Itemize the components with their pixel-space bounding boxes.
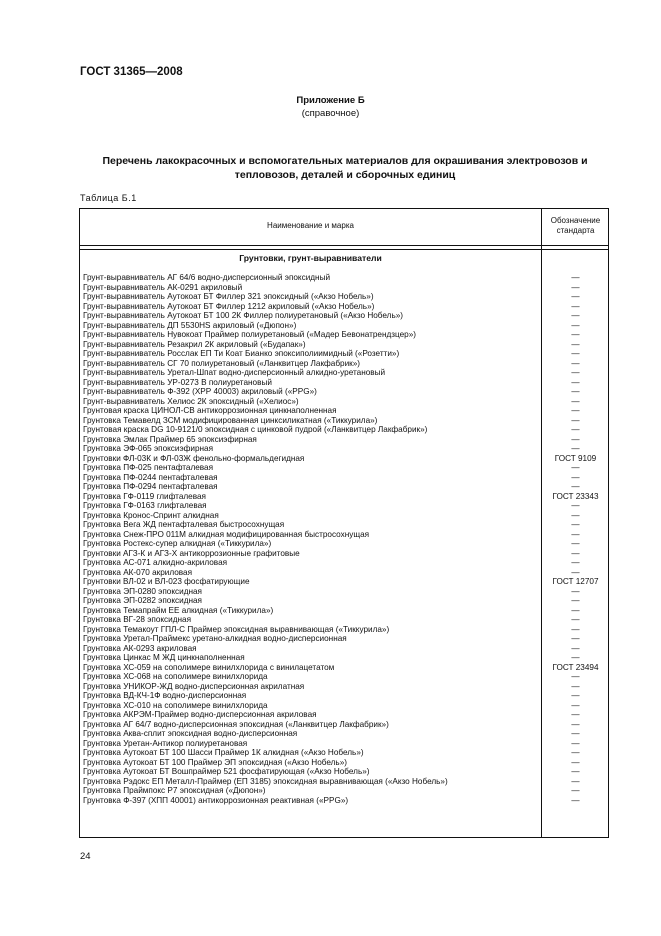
material-name: Грунтовка Цинкас М ЖД цинкнаполненная	[83, 653, 245, 662]
annex-title: Приложение Б	[296, 95, 365, 106]
standard-designation: —	[571, 681, 580, 691]
material-name: Грунт-выравниватель Уретал-Шпат водно-дисперсионный алкидно-уретановый	[83, 368, 386, 377]
standard-designation: —	[571, 339, 580, 349]
material-name: Грунтовая краска ЦИНОЛ-СВ антикоррозионная цинкнаполненная	[83, 406, 337, 415]
standard-designation: —	[571, 396, 580, 406]
material-name: Грунтовка Уретал-Праймекс уретано-алкидная водно-дисперсионная	[83, 634, 347, 643]
table-row	[83, 615, 608, 625]
table-row	[83, 796, 608, 806]
standard-designation: —	[571, 634, 580, 643]
table-row	[83, 663, 608, 673]
table-row	[83, 330, 608, 340]
material-name: Грунтовка ЭП-0282 эпоксидная	[83, 596, 202, 605]
table-row	[83, 606, 608, 616]
table-row	[83, 701, 608, 711]
standard-designation: —	[571, 767, 580, 776]
table-row	[83, 568, 608, 578]
material-name: Грунтовки АГЗ-К и АГЗ-Х антикоррозионные графитовые	[83, 548, 300, 558]
standard-designation: ГОСТ 12707	[552, 577, 599, 586]
table-caption: Таблица Б.1	[80, 193, 137, 203]
material-name: Грунтовка ХС-068 на сополимере винилхлорида	[83, 672, 268, 681]
table-row	[83, 539, 608, 549]
column-header-standard-line-1: Обозначение	[550, 216, 601, 225]
materials-table	[79, 208, 609, 838]
material-name: Грунт-выравниватель Аутокоат БТ Филлер 321 эпоксидный («Акзо Нобель»)	[83, 292, 374, 301]
material-name: Грунтовка ХС-010 на сополимере винилхлорида	[83, 700, 268, 710]
material-name: Грунтовка ВГ-28 эпоксидная	[83, 615, 191, 624]
material-name: Грунтовка Аутокоат БТ Вошпраймер 521 фосфатирующая («Акзо Нобель»)	[83, 767, 370, 776]
standard-designation: —	[571, 472, 580, 482]
standard-designation: —	[571, 738, 580, 748]
standard-designation: —	[571, 330, 580, 339]
annex-type: (справочное)	[301, 108, 360, 119]
column-header-standard-line-2: стандарта	[556, 226, 595, 235]
standard-designation: —	[571, 434, 580, 444]
document-code: ГОСТ 31365—2008	[80, 66, 183, 78]
material-name: Грунтовка Вега ЖД пентафталевая быстросохнущая	[83, 520, 285, 529]
table-row	[83, 406, 608, 416]
standard-designation: —	[571, 719, 580, 729]
standard-designation: —	[571, 757, 580, 767]
material-name: Грунтовка Ф-397 (ХПП 40001) антикоррозионная реактивная («PPG»)	[83, 795, 349, 805]
material-name: Грунтовка АК-070 акриловая	[83, 567, 193, 577]
standard-designation: —	[571, 301, 580, 311]
page-number: 24	[80, 851, 91, 862]
standard-designation: —	[571, 615, 580, 624]
material-name: Грунт-выравниватель Нувокоат Праймер полиуретановый («Мадер Бевонатрендзцер»)	[83, 330, 417, 339]
material-name: Грунтовка Снеж-ПРО 011М алкидная модифицированная быстросохнущая	[83, 529, 370, 539]
standard-designation: —	[571, 776, 580, 786]
material-name: Грунтовка ЭФ-065 эпоксиэфирная	[83, 444, 214, 453]
material-name: Грунт-выравниватель Хелиос 2К эпоксидный («Хелиос»)	[83, 396, 299, 406]
standard-designation: —	[571, 273, 580, 282]
material-name: Грунт-выравниватель СГ 70 полиуретановый («Ланквитцер Лакфабрик»)	[83, 358, 361, 368]
table-row	[83, 739, 608, 749]
material-name: Грунтовка АК-0293 акриловая	[83, 643, 197, 653]
title-line-1: Перечень лакокрасочных и вспомогательных материалов для окрашивания электровозов и	[102, 155, 588, 167]
standard-designation: —	[571, 358, 580, 368]
table-row	[83, 786, 608, 796]
table-row	[83, 387, 608, 397]
table-row	[83, 549, 608, 559]
header-divider	[80, 245, 608, 246]
material-name: Грунт-выравниватель Аутокоат БТ Филлер 1212 акриловый («Акзо Нобель»)	[83, 301, 375, 311]
material-name: Грунтовка ХС-059 на сополимере винилхлорида с винилацетатом	[83, 662, 335, 672]
standard-designation: —	[571, 710, 580, 719]
material-name: Грунтовка Праймпокс Р7 эпоксидная («Дюпон»)	[83, 786, 266, 795]
material-name: Грунтовка АКРЭМ-Праймер водно-дисперсионная акриловая	[83, 710, 317, 719]
material-name: Грунтовка ВД-КЧ-1Ф водно-дисперсионная	[83, 691, 247, 700]
table-row	[83, 283, 608, 293]
material-name: Грунтовки ФЛ-03К и ФЛ-03Ж фенольно-формальдегидная	[83, 453, 305, 463]
header-divider-double	[80, 249, 608, 250]
material-name: Грунт-выравниватель УР-0273 В полиуретановый	[83, 377, 272, 387]
table-row	[83, 577, 608, 587]
table-row	[83, 397, 608, 407]
standard-designation: ГОСТ 9109	[554, 453, 597, 463]
standard-designation: —	[571, 643, 580, 653]
material-name: Грунтовка ГФ-0119 глифталевая	[83, 491, 206, 501]
standard-designation: —	[571, 653, 580, 662]
material-name: Грунтовка Аутокоат БТ 100 Шасси Праймер 1К алкидная («Акзо Нобель»)	[83, 748, 364, 757]
table-row	[83, 292, 608, 302]
table-rows	[83, 273, 608, 805]
table-row	[83, 720, 608, 730]
material-name: Грунтовка Темапрайм ЕЕ алкидная («Тиккурила»)	[83, 605, 274, 615]
table-row	[83, 368, 608, 378]
material-name: Грунт-выравниватель Ф-392 (ХРР 40003) акриловый («PPG»)	[83, 387, 317, 396]
table-row	[83, 530, 608, 540]
material-name: Грунт-выравниватель ДП 5530HS акриловый («Дюпон»)	[83, 320, 297, 330]
table-row	[83, 682, 608, 692]
table-row	[83, 273, 608, 283]
table-row	[83, 444, 608, 454]
table-row	[83, 710, 608, 720]
table-row	[83, 748, 608, 758]
standard-designation: —	[571, 425, 580, 434]
material-name: Грунтовка Уретан-Антикор полиуретановая	[83, 738, 248, 748]
table-row	[83, 596, 608, 606]
material-name: Грунт-выравниватель Росслак ЕП Ти Коат Бианко эпоксиполиимидный («Розетти»)	[83, 349, 400, 358]
table-row	[83, 349, 608, 359]
standard-designation: ГОСТ 23343	[552, 491, 599, 501]
material-name: Грунт-выравниватель АГ 64/6 водно-дисперсионный эпоксидный	[83, 273, 331, 282]
material-name: Грунтовка Кронос-Спринт алкидная	[83, 510, 219, 520]
table-row	[83, 416, 608, 426]
material-name: Грунтовая краска DG 10-9121/0 эпоксидная с цинковой пудрой («Ланквитцер Лакфабрик»)	[83, 425, 428, 434]
material-name: Грунтовка Аква-сплит эпоксидная водно-дисперсионная	[83, 729, 298, 738]
standard-designation: —	[571, 444, 580, 453]
standard-designation: —	[571, 529, 580, 539]
section-heading: Грунтовки, грунт-выравниватели	[239, 253, 382, 263]
standard-designation: —	[571, 501, 580, 510]
material-name: Грунтовка АС-071 алкидно-акриловая	[83, 558, 228, 567]
standard-designation: —	[571, 415, 580, 425]
material-name: Грунтовка Аутокоат БТ 100 Праймер ЭП эпоксидная («Акзо Нобель»)	[83, 757, 347, 767]
material-name: Грунтовка ГФ-0163 глифталевая	[83, 501, 207, 510]
standard-designation: —	[571, 368, 580, 377]
material-name: Грунтовка АГ 64/7 водно-дисперсионная эпоксидная («Ланквитцер Лакфабрик»)	[83, 719, 389, 729]
material-name: Грунтовки ВЛ-02 и ВЛ-023 фосфатирующие	[83, 577, 250, 586]
material-name: Грунтовка ЭП-0280 эпоксидная	[83, 586, 202, 596]
material-name: Грунтовка Ростекс-супер алкидная («Тиккурила»)	[83, 539, 272, 548]
standard-designation: —	[571, 349, 580, 358]
standard-designation: —	[571, 539, 580, 548]
standard-designation: —	[571, 377, 580, 387]
standard-designation: —	[571, 320, 580, 330]
standard-designation: —	[571, 548, 580, 558]
column-header-standard	[541, 216, 610, 236]
material-name: Грунтовка УНИКОР-ЖД водно-дисперсионная акрилатная	[83, 681, 305, 691]
standard-designation: —	[571, 691, 580, 700]
table-row	[83, 634, 608, 644]
table-row	[83, 302, 608, 312]
standard-designation: —	[571, 795, 580, 805]
material-name: Грунтовка ПФ-0294 пентафталевая	[83, 482, 218, 491]
table-row	[83, 587, 608, 597]
material-name: Грунтовка Темавелд ЗСМ модифицированная цинксиликатная («Тиккурила»)	[83, 415, 378, 425]
standard-designation: —	[571, 624, 580, 634]
standard-designation: —	[571, 700, 580, 710]
title-line-2: тепловозов, деталей и сборочных единиц	[234, 169, 456, 181]
standard-designation: —	[571, 311, 580, 320]
standard-designation: —	[571, 605, 580, 615]
table-row	[83, 691, 608, 701]
table-row	[83, 492, 608, 502]
material-name: Грунтовка Рэдокс ЕП Металл-Праймер (ЕП 3185) эпоксидная выравнивающая («Акзо Нобель»)	[83, 776, 448, 786]
table-row	[83, 473, 608, 483]
table-row	[83, 311, 608, 321]
standard-designation: —	[571, 786, 580, 795]
standard-designation: —	[571, 482, 580, 491]
table-row	[83, 454, 608, 464]
standard-designation: —	[571, 567, 580, 577]
material-name: Грунт-выравниватель АК-0291 акриловый	[83, 282, 243, 292]
standard-designation: —	[571, 672, 580, 681]
table-row	[83, 558, 608, 568]
standard-designation: —	[571, 510, 580, 520]
material-name: Грунтовка Эмлак Праймер 65 эпоксиэфирная	[83, 434, 257, 444]
table-row	[83, 359, 608, 369]
table-row	[83, 321, 608, 331]
page-title	[80, 154, 610, 182]
table-row	[83, 340, 608, 350]
table-row	[83, 729, 608, 739]
annex-heading	[0, 94, 661, 120]
standard-designation: —	[571, 292, 580, 301]
table-row	[83, 758, 608, 768]
table-row	[83, 511, 608, 521]
table-row	[83, 777, 608, 787]
standard-designation: —	[571, 387, 580, 396]
table-row	[83, 425, 608, 435]
table-row	[83, 644, 608, 654]
table-row	[83, 767, 608, 777]
standard-designation: —	[571, 463, 580, 472]
column-header-name: Наименование и марка	[267, 221, 354, 230]
standard-designation: —	[571, 586, 580, 596]
material-name: Грунт-выравниватель Резакрил 2К акриловый («Будапак»)	[83, 339, 306, 349]
table-row	[83, 435, 608, 445]
standard-designation: —	[571, 520, 580, 529]
standard-designation: —	[571, 748, 580, 757]
standard-designation: —	[571, 729, 580, 738]
table-row	[83, 501, 608, 511]
standard-designation: —	[571, 406, 580, 415]
table-row	[83, 653, 608, 663]
standard-designation: —	[571, 596, 580, 605]
table-row	[83, 482, 608, 492]
table-row	[83, 672, 608, 682]
table-row	[83, 520, 608, 530]
material-name: Грунтовка ПФ-025 пентафталевая	[83, 463, 214, 472]
table-row	[83, 463, 608, 473]
standard-designation: ГОСТ 23494	[552, 662, 599, 672]
standard-designation: —	[571, 558, 580, 567]
table-row	[83, 625, 608, 635]
material-name: Грунт-выравниватель Аутокоат БТ 100 2К Филлер полиуретановый («Акзо Нобель»)	[83, 311, 403, 320]
material-name: Грунтовка Темакоут ГПЛ-С Праймер эпоксидная выравнивающая («Тиккурила»)	[83, 624, 390, 634]
table-row	[83, 378, 608, 388]
standard-designation: —	[571, 282, 580, 292]
material-name: Грунтовка ПФ-0244 пентафталевая	[83, 472, 218, 482]
